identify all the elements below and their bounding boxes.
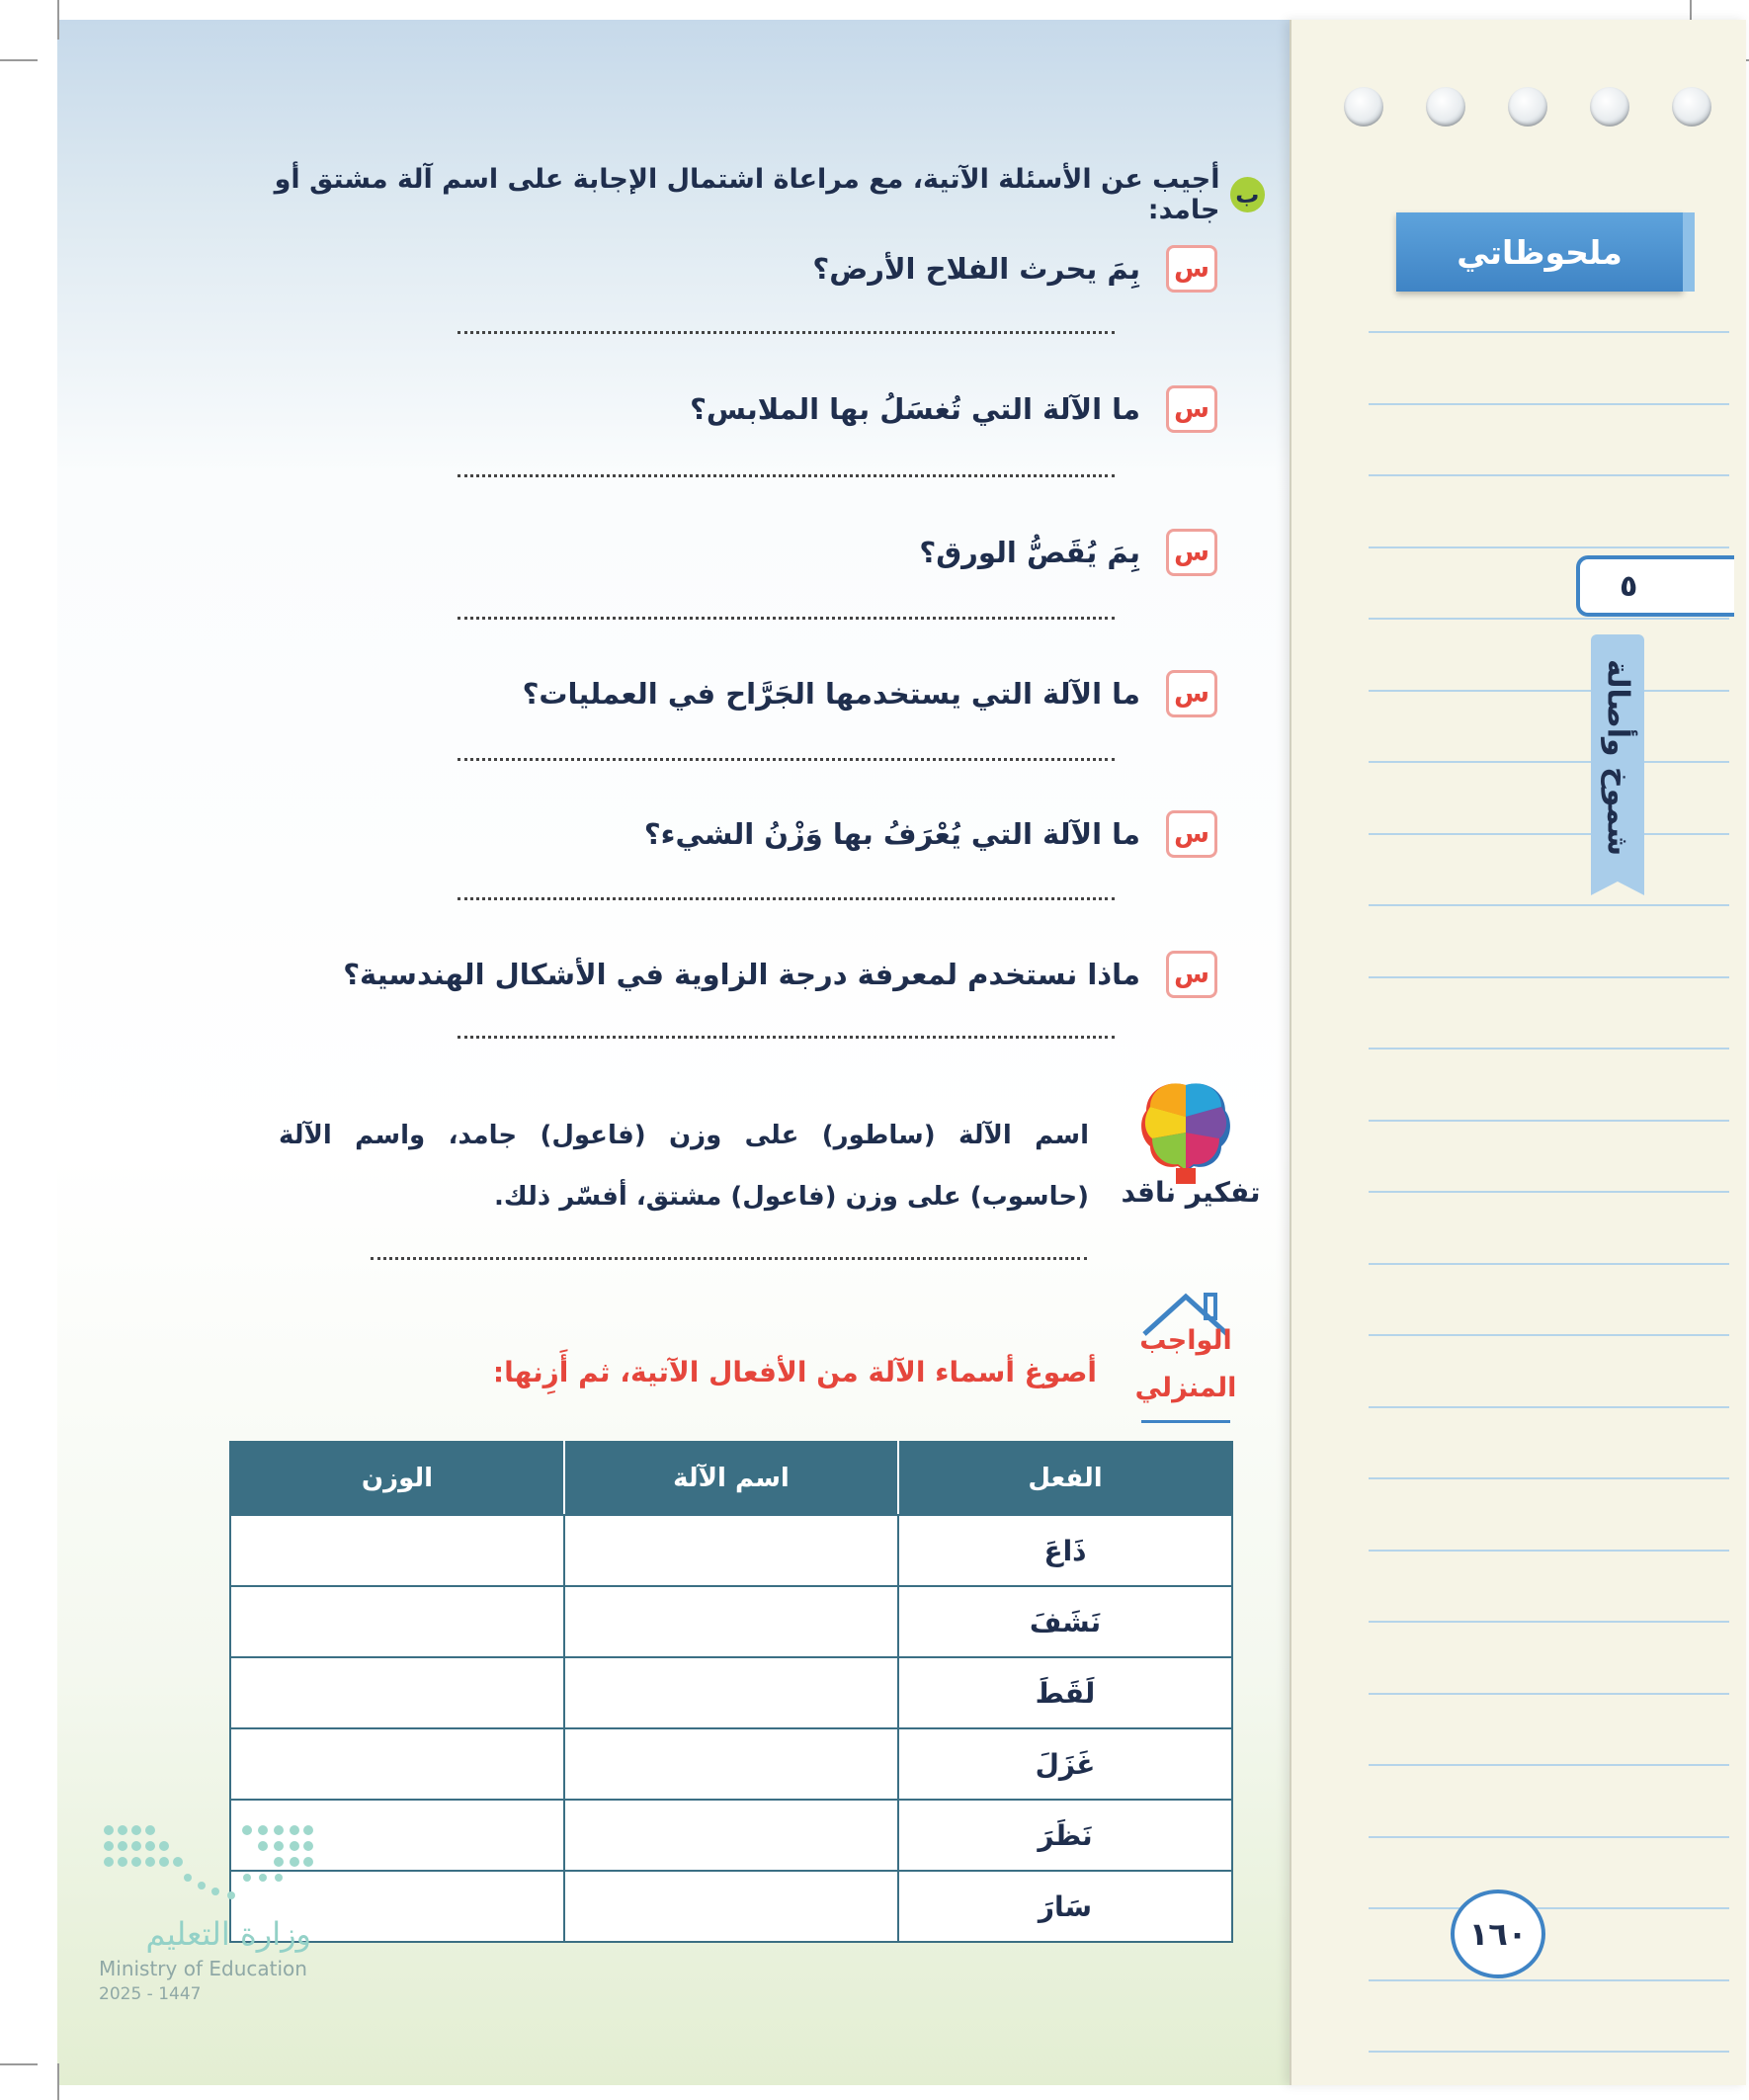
column-header-tool-name: اسم الآلة [564, 1442, 898, 1515]
verb-cell: لَقَطَ [898, 1657, 1232, 1728]
critical-thinking-text: اسم الآلة (ساطور) على وزن (فاعول) جامد، واسم الآلة (حاسوب) على وزن (فاعول) مشتق، أفسّر ذلك. [279, 1121, 1089, 1212]
notebook-line [1369, 403, 1729, 405]
pattern-cell[interactable] [230, 1728, 564, 1800]
notebook-line [1369, 1477, 1729, 1479]
exercise-letter-badge: ب [1230, 177, 1266, 212]
question-text: ما الآلة التي تُغسَلُ بها الملابس؟ [690, 392, 1140, 426]
answer-line[interactable] [371, 1257, 1087, 1260]
homework-instruction: أصوغ أسماء الآلة من الأفعال الآتية، ثم أَزِنها: [492, 1356, 1097, 1388]
homework-label-line1: الواجب [1139, 1325, 1232, 1356]
notes-title-text: ملحوظاتي [1457, 232, 1623, 272]
verb-cell: نَشَفَ [898, 1586, 1232, 1657]
question-badge: س [1166, 670, 1217, 717]
notebook-line [1369, 761, 1729, 763]
ministry-name-english: Ministry of Education [99, 1957, 307, 1980]
crop-mark [0, 2063, 38, 2065]
question-row [328, 810, 1217, 858]
ministry-year: 2025 - 1447 [99, 1984, 202, 2004]
notebook-line [1369, 1836, 1729, 1838]
binder-ring [1426, 87, 1465, 126]
notebook-line [1369, 546, 1729, 548]
answer-line[interactable] [458, 1036, 1115, 1039]
verb-cell: نَظَرَ [898, 1800, 1232, 1871]
table-row [230, 1657, 1232, 1728]
question-badge: س [1166, 529, 1217, 576]
unit-title-tab [1591, 634, 1644, 882]
pattern-cell[interactable] [230, 1657, 564, 1728]
column-header-verb: الفعل [898, 1442, 1232, 1515]
answer-line[interactable] [458, 474, 1115, 477]
question-text: ماذا نستخدم لمعرفة درجة الزاوية في الأشكال الهندسية؟ [343, 958, 1140, 991]
unit-title: شموخ وأصالة [1600, 659, 1635, 857]
question-text: بِمَ يُقَصُّ الورق؟ [919, 536, 1140, 569]
notebook-line [1369, 904, 1729, 906]
binder-ring [1672, 87, 1711, 126]
answer-line[interactable] [458, 758, 1115, 761]
tool-name-cell[interactable] [564, 1586, 898, 1657]
pattern-cell[interactable] [230, 1586, 564, 1657]
table-header-row [230, 1442, 1232, 1515]
question-badge: س [1166, 245, 1217, 293]
notebook-line [1369, 976, 1729, 978]
notebook-line [1369, 331, 1729, 333]
question-row [328, 529, 1217, 576]
table-row [230, 1586, 1232, 1657]
tool-name-cell[interactable] [564, 1728, 898, 1800]
critical-thinking-label: تفكير ناقد [1121, 1176, 1261, 1209]
notebook-line [1369, 1764, 1729, 1766]
notebook-line [1369, 1120, 1729, 1122]
homework-label-line2: المنزلي [1134, 1373, 1237, 1403]
notebook-line [1369, 690, 1729, 692]
crop-mark [0, 59, 38, 61]
verb-cell: غَزَلَ [898, 1728, 1232, 1800]
notebook-line [1369, 1979, 1729, 1981]
exercise-instruction-text: أجيب عن الأسئلة الآتية، مع مراعاة اشتمال الإجابة على اسم آلة مشتق أو جامد: [274, 164, 1220, 225]
question-badge: س [1166, 951, 1217, 998]
question-text: ما الآلة التي يُعْرَفُ بها وَزْنُ الشيء؟ [643, 817, 1140, 851]
verb-cell: ذَاعَ [898, 1515, 1232, 1586]
brain-icon [1136, 1077, 1235, 1186]
homework-underline [1141, 1420, 1230, 1423]
binder-ring [1508, 87, 1547, 126]
question-text: بِمَ يحرث الفلاح الأرض؟ [812, 252, 1140, 286]
unit-number: ٥ [1620, 568, 1638, 604]
question-badge: س [1166, 385, 1217, 433]
tool-name-cell[interactable] [564, 1657, 898, 1728]
page-number: ١٦٠ [1451, 1890, 1545, 1978]
answer-line[interactable] [458, 617, 1115, 620]
binder-ring [1344, 87, 1383, 126]
ministry-logo-dots-icon [99, 1820, 316, 1914]
table-row [230, 1515, 1232, 1586]
table-row [230, 1871, 1232, 1942]
question-row [328, 951, 1217, 998]
notebook-line [1369, 833, 1729, 835]
question-row [328, 245, 1217, 293]
question-row [328, 670, 1217, 717]
pattern-cell[interactable] [230, 1515, 564, 1586]
homework-label [1126, 1317, 1245, 1412]
notebook-line [1369, 1191, 1729, 1193]
tool-name-cell[interactable] [564, 1515, 898, 1586]
tool-name-cell[interactable] [564, 1800, 898, 1871]
notes-panel [1290, 20, 1746, 2085]
notebook-line [1369, 1048, 1729, 1050]
unit-number-box [1576, 555, 1734, 617]
homework-table [229, 1441, 1233, 1943]
notebook-line [1369, 1621, 1729, 1623]
ministry-logo [99, 1820, 326, 2008]
notebook-line [1369, 2051, 1729, 2053]
notebook-line [1369, 1907, 1729, 1909]
ministry-name-arabic: وزارة التعليم [145, 1915, 311, 1953]
column-header-pattern: الوزن [230, 1442, 564, 1515]
notebook-line [1369, 474, 1729, 476]
tool-name-cell[interactable] [564, 1871, 898, 1942]
crop-mark [57, 2063, 59, 2100]
exercise-instruction [208, 164, 1265, 225]
notebook-line [1369, 1263, 1729, 1265]
binder-ring [1590, 87, 1629, 126]
notebook-line [1369, 1693, 1729, 1695]
verb-cell: سَارَ [898, 1871, 1232, 1942]
notebook-line [1369, 1406, 1729, 1408]
notebook-line [1369, 618, 1729, 620]
table-row [230, 1800, 1232, 1871]
question-text: ما الآلة التي يستخدمها الجَرَّاح في العمليات؟ [522, 677, 1140, 711]
question-badge: س [1166, 810, 1217, 858]
answer-line[interactable] [458, 897, 1115, 900]
notes-title [1396, 212, 1683, 292]
notebook-line [1369, 1550, 1729, 1552]
crop-mark [57, 0, 59, 40]
question-row [328, 385, 1217, 433]
notebook-line [1369, 1334, 1729, 1336]
table-row [230, 1728, 1232, 1800]
answer-line[interactable] [458, 331, 1115, 334]
